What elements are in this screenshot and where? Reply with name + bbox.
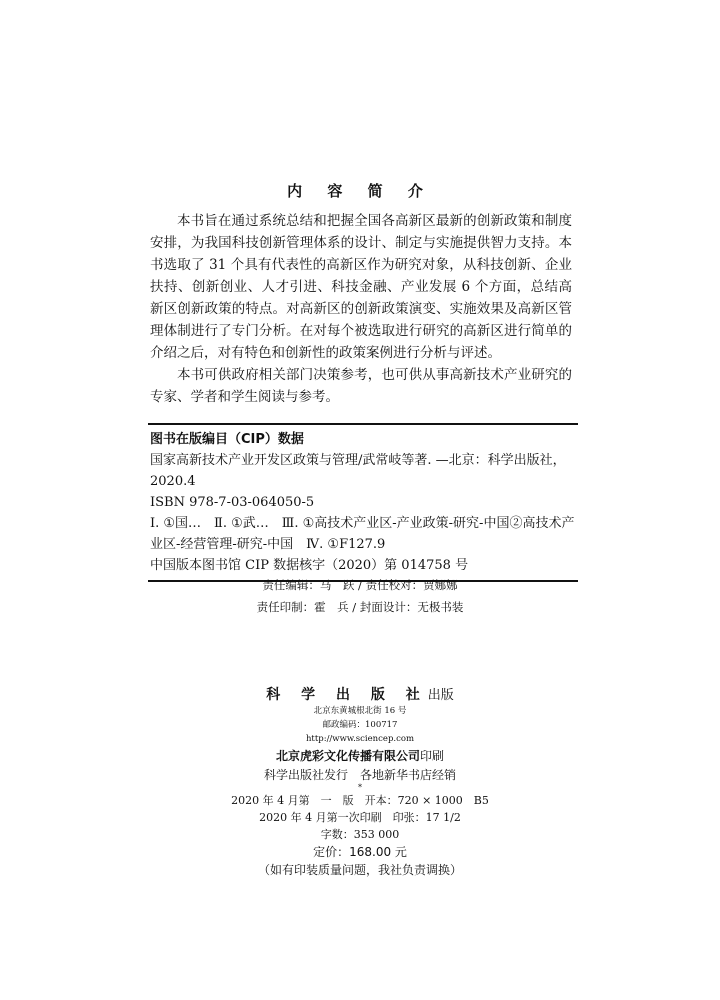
quality-note: （如有印装质量问题，我社负责调换） [257,863,462,877]
cip-line-isbn: ISBN 978-7-03-064050-5 [150,495,315,510]
printer-name: 北京虎彩文化传播有限公司 [275,749,420,763]
cip-line-record: 中国版本图书馆 CIP 数据核字（2020）第 014758 号 [150,558,469,573]
printer-suffix: 印刷 [420,749,445,763]
abstract-section [150,210,572,408]
price-line: 定价：168.00 元 [313,845,407,859]
credits-block [0,574,720,618]
credits-line-printing: 责任印制：霍 兵 / 封面设计：无极书装 [256,600,464,614]
publisher-address: 北京东黄城根北街 16 号 [313,706,407,716]
cip-data-block [148,423,578,582]
abstract-paragraph-1: 本书旨在通过系统总结和把握全国各高新区最新的创新政策和制度安排，为我国科技创新管理体系的设计、制定与实施提供智力支持。本书选取了 31 个具有代表性的高新区作为研究对象，从科技创新、企业扶持、创新创业、人才引进、科技金融、产业发展 6 个方面，总结高新区创新政策的特点。对高新区的创新政策演变、实施效果及高新区管理体制进行了专门分析。在对每个被选取进行研究的高新区进行简单的介绍之后，对有特色和创新性的政策案例进行分析与评述。 [150,213,572,361]
publisher-block [0,684,720,879]
publisher-suffix: 出版 [427,688,454,703]
distribution-line: 科学出版社发行 各地新华书店经销 [263,768,456,782]
page-title: 内 容 简 介 [287,182,433,200]
credits-line-editor: 责任编辑：马 跃 / 责任校对：贾娜娜 [262,578,458,592]
cip-heading: 图书在版编目（CIP）数据 [150,432,304,447]
cip-line-title: 国家高新技术产业开发区政策与管理/武常岐等著. —北京：科学出版社，2020.4 [150,453,566,489]
word-count: 字数：353 000 [320,828,400,841]
publisher-name: 科 学 出 版 社 [266,687,428,703]
edition-line-1: 2020 年 4 月第 一 版 开本：720 × 1000 B5 [231,794,489,807]
publisher-line [0,684,720,704]
separator-star: * [358,783,362,792]
publisher-url: http://www.sciencep.com [305,734,415,744]
edition-line-2: 2020 年 4 月第一次印刷 印张：17 1/2 [259,811,461,824]
abstract-paragraph-2: 本书可供政府相关部门决策参考，也可供从事高新技术产业研究的专家、学者和学生阅读与参考。 [150,367,572,405]
cip-line-classification: Ⅰ. ①国… Ⅱ. ①武… Ⅲ. ①高技术产业区-产业政策-研究-中国②高技术产业区-经营管理-研究-中国 Ⅳ. ①F127.9 [150,516,575,552]
publisher-postcode: 邮政编码：100717 [322,720,398,730]
printer-line [0,746,720,766]
